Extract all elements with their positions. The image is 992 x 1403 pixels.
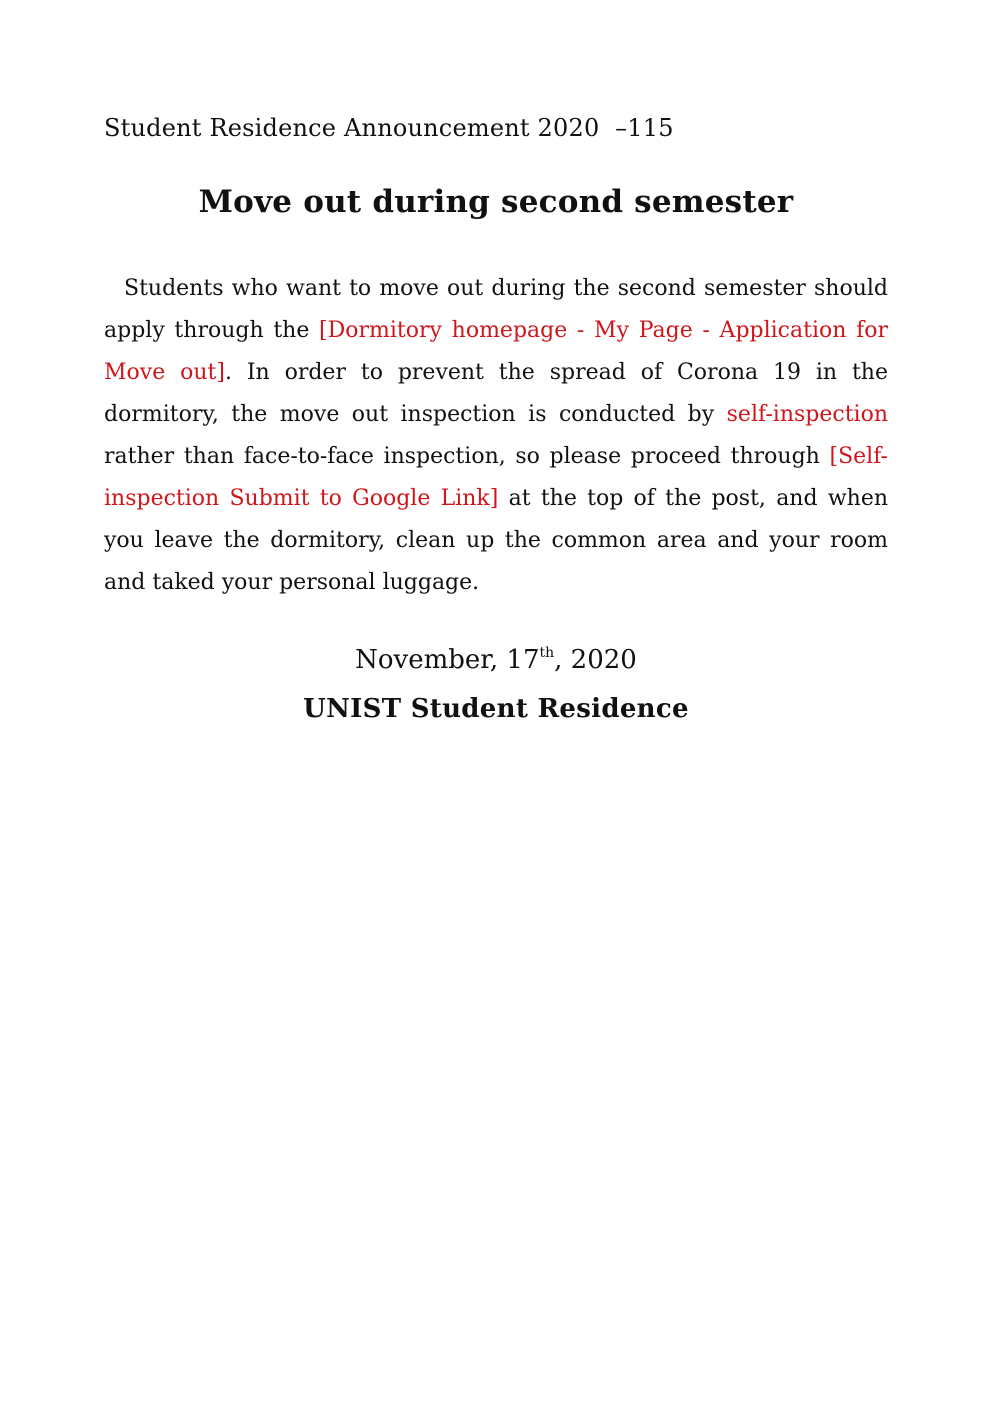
body-text-2: . In order to prevent the spread of Corona 19 in the dormitory, the move out inspection is conducted by <box>104 360 888 427</box>
date-month-day: November, 17 <box>355 645 540 675</box>
google-link-highlight: [Self-inspection Submit to Google Link] <box>104 444 888 511</box>
announcement-number: Student Residence Announcement 2020 –115 <box>104 114 674 142</box>
date-year: , 2020 <box>554 645 637 675</box>
announcement-body <box>104 268 888 604</box>
body-text-3: rather than face-to-face inspection, so please proceed through <box>104 444 830 469</box>
self-inspection-highlight: self-inspection <box>726 402 888 427</box>
announcement-date <box>0 645 992 675</box>
date-ordinal-suffix: th <box>539 645 555 661</box>
body-text-4: at the top of the post, and when you leave the dormitory, clean up the common area and your room and taked your personal luggage. <box>104 486 889 595</box>
body-text-1: Students who want to move out during the second semester should apply through the <box>104 276 888 343</box>
dormitory-homepage-link: [Dormitory homepage - My Page - Application for Move out] <box>104 318 889 385</box>
issuer-signature: UNIST Student Residence <box>303 694 689 724</box>
page-title: Move out during second semester <box>198 184 794 220</box>
